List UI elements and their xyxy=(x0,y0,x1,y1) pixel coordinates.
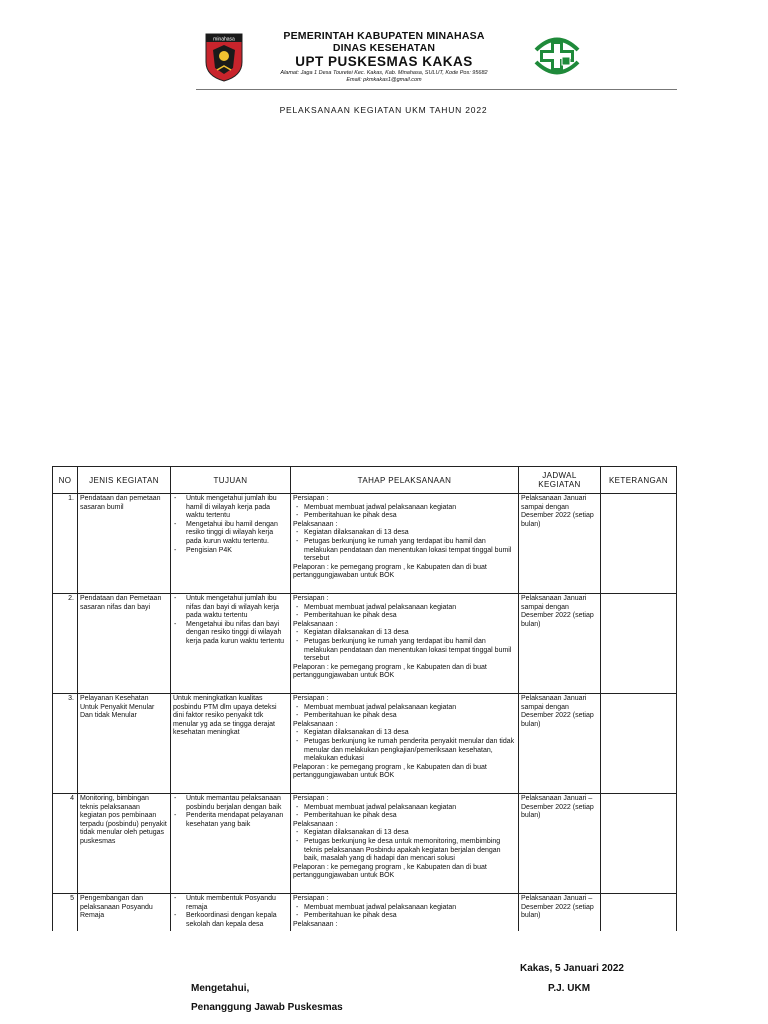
cell-keterangan xyxy=(601,494,677,594)
letterhead-email: Email: pkmkakas1@gmail.com xyxy=(346,77,422,83)
pelaksanaan-label: Pelaksanaan : xyxy=(293,920,338,928)
pelaksanaan-item: - Kegiatan dilaksanakan di 13 desa xyxy=(293,729,516,738)
header-no: NO xyxy=(53,467,78,494)
pelaporan-text: Pelaporan : ke pemegang program , ke Kabupaten dan di buat pertanggungjawaban untuk BOK xyxy=(293,563,487,580)
tujuan-item: - Penderita mendapat pelayanan kesehatan yang baik xyxy=(173,812,288,829)
tujuan-item: - Berkoordinasi dengan kepala sekolah dan kepala desa xyxy=(173,912,288,929)
cell-tahap xyxy=(291,594,519,694)
pelaporan-text: Pelaporan : ke pemegang program , ke Kabupaten dan di buat pertanggungjawaban untuk BOK xyxy=(293,863,487,880)
header-jadwal-kegiatan: JADWAL KEGIATAN xyxy=(519,467,601,494)
persiapan-item: - Membuat membuat jadwal pelaksanaan kegiatan xyxy=(293,604,516,613)
letterhead-divider xyxy=(196,89,677,90)
pelaksanaan-item: - Petugas berkunjung ke desa untuk memonitoring, membimbing teknis pelaksanaan Posbindu apakah kegiatan berjalan dengan baik, masalah yang di hadapi dan mencari solusi xyxy=(293,838,516,864)
cell-tujuan xyxy=(171,794,291,894)
letterhead-government: PEMERINTAH KABUPATEN MINAHASA xyxy=(283,30,485,42)
activity-table xyxy=(52,466,677,931)
table-row xyxy=(53,494,677,594)
persiapan-item: - Membuat membuat jadwal pelaksanaan kegiatan xyxy=(293,704,516,713)
cell-no: 1. xyxy=(53,494,78,594)
persiapan-item: - Pemberitahuan ke pihak desa xyxy=(293,712,516,721)
tujuan-item: - Untuk mengetahui jumlah ibu nifas dan bayi di wilayah kerja pada waktu tertentu xyxy=(173,595,288,621)
activity-table-container xyxy=(52,466,677,931)
persiapan-label: Persiapan : xyxy=(293,495,329,502)
letterhead-address: Alamat: Jaga 1 Desa Touretei Kec. Kakas, Kab. Minahasa, SULUT, Kode Pos: 95682 xyxy=(280,70,488,76)
persiapan-label: Persiapan : xyxy=(293,895,329,902)
header-tahap-pelaksanaan: TAHAP PELAKSANAAN xyxy=(291,467,519,494)
cell-no: 4 xyxy=(53,794,78,894)
persiapan-item: - Pemberitahuan ke pihak desa xyxy=(293,612,516,621)
letterhead-institution: UPT PUSKESMAS KAKAS xyxy=(295,54,473,69)
cell-keterangan xyxy=(601,694,677,794)
tujuan-item: - Mengetahui ibu hamil dengan resiko tinggi di wilayah kerja pada kurun waktu tertentu. xyxy=(173,521,288,547)
cell-no: 3. xyxy=(53,694,78,794)
persiapan-item: - Membuat membuat jadwal pelaksanaan kegiatan xyxy=(293,904,516,913)
cell-jadwal: Pelaksanaan Januari – Desember 2022 (setiap bulan) xyxy=(519,794,601,894)
pelaksanaan-item: - Petugas berkunjung ke rumah yang terdapat ibu hamil dan melakukan pendataan dan menentukan lokasi tempat tinggal bumil tersebut xyxy=(293,638,516,664)
cell-keterangan xyxy=(601,894,677,932)
pelaksanaan-label: Pelaksanaan : xyxy=(293,820,338,828)
cell-tujuan xyxy=(171,494,291,594)
cell-jenis: Pelayanan Kesehatan Untuk Penyakit Menular Dan tidak Menular xyxy=(78,694,171,794)
cell-tahap xyxy=(291,494,519,594)
cell-jenis: Monitoring, bimbingan teknis pelaksanaan kegiatan pos pembinaan terpadu (posbindu) penyakit tidak menular oleh petugas puskesmas xyxy=(78,794,171,894)
persiapan-item: - Membuat membuat jadwal pelaksanaan kegiatan xyxy=(293,504,516,513)
puskesmas-cross-logo xyxy=(532,33,582,79)
pelaksanaan-item: - Petugas berkunjung ke rumah yang terdapat ibu hamil dan melakukan pendataan dan menentukan lokasi tempat tinggal bumil tersebut xyxy=(293,538,516,564)
signature-mengetahui: Mengetahui, xyxy=(191,983,250,994)
table-row xyxy=(53,794,677,894)
svg-text:minahasa: minahasa xyxy=(213,36,235,43)
signature-penanggung-jawab: Penanggung Jawab Puskesmas xyxy=(191,1002,343,1013)
tujuan-item: - Untuk memantau pelaksanaan posbindu berjalan dengan baik xyxy=(173,795,288,812)
header-jenis-kegiatan: JENIS KEGIATAN xyxy=(78,467,171,494)
pelaporan-text: Pelaporan : ke pemegang program , ke Kabupaten dan di buat pertanggungjawaban untuk BOK xyxy=(293,763,487,780)
table-row xyxy=(53,594,677,694)
persiapan-item: - Pemberitahuan ke pihak desa xyxy=(293,912,516,921)
header-tujuan: TUJUAN xyxy=(171,467,291,494)
cell-tujuan xyxy=(171,894,291,932)
cell-no: 2. xyxy=(53,594,78,694)
pelaporan-text: Pelaporan : ke pemegang program , ke Kabupaten dan di buat pertanggungjawaban untuk BOK xyxy=(293,663,487,680)
signature-pj-ukm: P.J. UKM xyxy=(548,983,591,994)
letterhead-department: DINAS KESEHATAN xyxy=(332,42,436,54)
cell-jadwal: Pelaksanaan Januari sampai dengan Desember 2022 (setiap bulan) xyxy=(519,694,601,794)
cell-tahap xyxy=(291,694,519,794)
cell-keterangan xyxy=(601,594,677,694)
tujuan-item: - Mengetahui ibu nifas dan bayi dengan resiko tinggi di wilayah kerja pada kurun waktu tertentu xyxy=(173,621,288,647)
letterhead xyxy=(262,30,506,84)
cell-jenis: Pendataan dan pemetaan sasaran bumil xyxy=(78,494,171,594)
tujuan-item: - Untuk membentuk Posyandu remaja xyxy=(173,895,288,912)
cell-jadwal: Pelaksanaan Januari sampai dengan Desember 2022 (setiap bulan) xyxy=(519,494,601,594)
persiapan-item: - Pemberitahuan ke pihak desa xyxy=(293,512,516,521)
pelaksanaan-item: - Kegiatan dilaksanakan di 13 desa xyxy=(293,629,516,638)
cell-jenis: Pengembangan dan pelaksanaan Posyandu Remaja xyxy=(78,894,171,932)
cell-no: 5 xyxy=(53,894,78,932)
cell-tahap xyxy=(291,894,519,932)
minahasa-regency-logo xyxy=(203,32,245,82)
cell-keterangan xyxy=(601,794,677,894)
tujuan-item: - Pengisian P4K xyxy=(173,547,288,556)
pelaksanaan-label: Pelaksanaan : xyxy=(293,720,338,728)
persiapan-item: - Membuat membuat jadwal pelaksanaan kegiatan xyxy=(293,804,516,813)
table-row xyxy=(53,694,677,794)
table-header-row xyxy=(53,467,677,494)
pelaksanaan-label: Pelaksanaan : xyxy=(293,620,338,628)
cell-jadwal: Pelaksanaan Januari sampai dengan Desember 2022 (setiap bulan) xyxy=(519,594,601,694)
cell-tujuan xyxy=(171,594,291,694)
tujuan-item: - Untuk mengetahui jumlah ibu hamil di wilayah kerja pada waktu tertentu xyxy=(173,495,288,521)
cell-tahap xyxy=(291,794,519,894)
cell-jenis: Pendataan dan Pemetaan sasaran nifas dan bayi xyxy=(78,594,171,694)
header-keterangan: KETERANGAN xyxy=(601,467,677,494)
cell-tujuan: Untuk meningkatkan kualitas posbindu PTM dlm upaya deteksi dini faktor resiko penyakit tdk menular yg ada se tingga derajat kesehatan meningkat xyxy=(171,694,291,794)
pelaksanaan-label: Pelaksanaan : xyxy=(293,520,338,528)
document-title: PELAKSANAAN KEGIATAN UKM TAHUN 2022 xyxy=(279,105,488,115)
cell-jadwal: Pelaksanaan Januari – Desember 2022 (setiap bulan) xyxy=(519,894,601,932)
persiapan-label: Persiapan : xyxy=(293,695,329,702)
pelaksanaan-item: - Kegiatan dilaksanakan di 13 desa xyxy=(293,529,516,538)
signature-place-date: Kakas, 5 Januari 2022 xyxy=(520,963,624,974)
table-row xyxy=(53,894,677,932)
persiapan-label: Persiapan : xyxy=(293,795,329,802)
pelaksanaan-item: - Petugas berkunjung ke rumah penderita penyakit menular dan tidak menular dan melakukan pengkajian/pemeriksaan kesehatan, melakukan edukasi xyxy=(293,738,516,764)
persiapan-item: - Pemberitahuan ke pihak desa xyxy=(293,812,516,821)
pelaksanaan-item: - Kegiatan dilaksanakan di 13 desa xyxy=(293,829,516,838)
persiapan-label: Persiapan : xyxy=(293,595,329,602)
